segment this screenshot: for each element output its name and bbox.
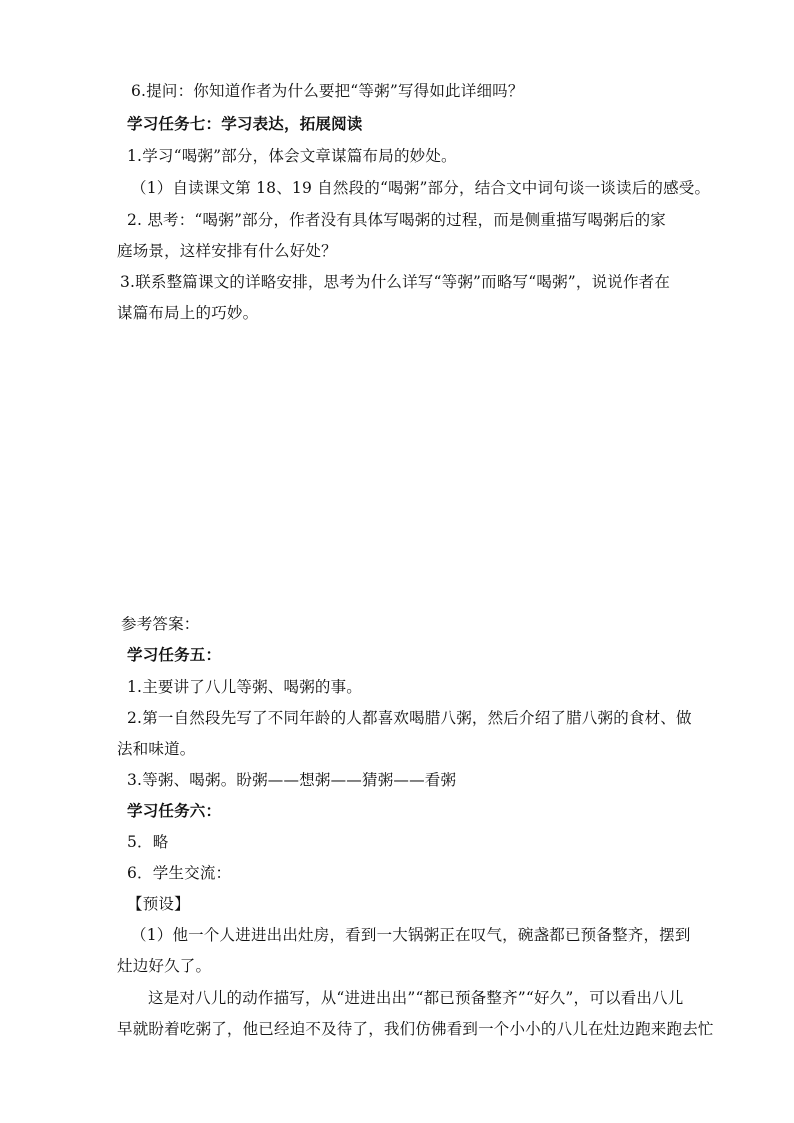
answer-1: 1.主要讲了八儿等粥、喝粥的事。 xyxy=(127,678,362,696)
task-7-item-3-line-2: 谋篇布局上的巧妙。 xyxy=(117,304,259,322)
answer-3: 3.等粥、喝粥。盼粥——想粥——猜粥——看粥 xyxy=(127,771,457,789)
task-7-item-2-line-1: 2. 思考：“喝粥”部分，作者没有具体写喝粥的过程，而是侧重描写喝粥后的家 xyxy=(127,211,666,229)
task-5-title: 学习任务五： xyxy=(127,645,222,664)
answer-2-line-1: 2.第一自然段先写了不同年龄的人都喜欢喝腊八粥，然后介绍了腊八粥的食材、做 xyxy=(127,709,692,727)
task-7-item-1-sub: （1）自读课文第 18、19 自然段的“喝粥”部分，结合文中词句谈一谈读后的感受。 xyxy=(131,179,711,197)
task-7-item-2-line-2: 庭场景，这样安排有什么好处？ xyxy=(117,242,337,260)
answer-5: 5．略 xyxy=(127,833,169,851)
preset-label: 【预设】 xyxy=(127,895,190,913)
question-6: 6.提问：你知道作者为什么要把“等粥”写得如此详细吗？ xyxy=(131,82,524,100)
task-6-title: 学习任务六： xyxy=(127,801,222,820)
answers-heading: 参考答案： xyxy=(121,615,200,633)
answer-2-line-2: 法和味道。 xyxy=(117,740,196,758)
task-7-title: 学习任务七：学习表达，拓展阅读 xyxy=(127,114,363,133)
task-7-item-1: 1.学习“喝粥”部分，体会文章谋篇布局的妙处。 xyxy=(127,147,457,165)
answer-6: 6．学生交流： xyxy=(127,864,232,882)
preset-1-line-2: 灶边好久了。 xyxy=(117,957,212,975)
task-7-item-3-line-1: 3.联系整篇课文的详略安排，思考为什么详写“等粥”而略写“喝粥”，说说作者在 xyxy=(120,273,671,291)
preset-1-line-1: （1）他一个人进进出出灶房，看到一大锅粥正在叹气，碗盏都已预备整齐，摆到 xyxy=(131,926,691,944)
analysis-line-2: 早就盼着吃粥了，他已经迫不及待了，我们仿佛看到一个小小的八儿在灶边跑来跑去忙 xyxy=(117,1020,714,1038)
analysis-line-1: 这是对八儿的动作描写，从“进进出出”“都已预备整齐”“好久”，可以看出八儿 xyxy=(148,989,684,1007)
